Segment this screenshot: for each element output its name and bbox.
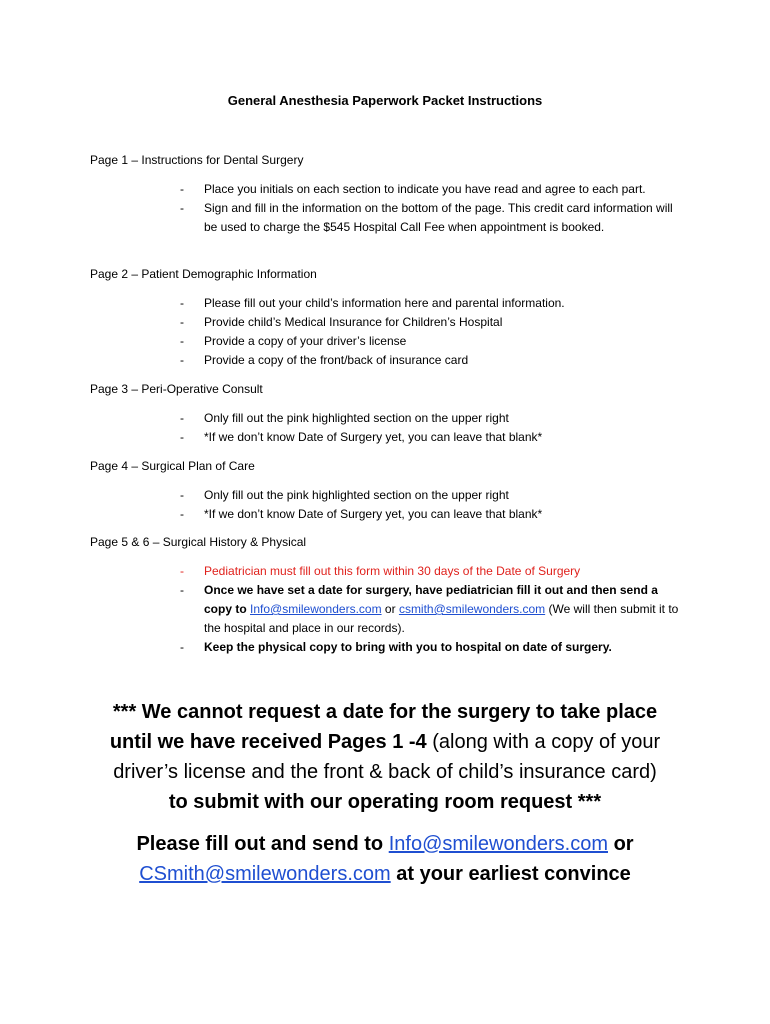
section-heading-page-3: Page 3 – Peri-Operative Consult	[90, 382, 263, 396]
list-item: - *If we don’t know Date of Surgery yet, you can leave that blank*	[180, 430, 543, 444]
list-item: - Provide a copy of the front/back of insurance card	[180, 353, 469, 367]
email-info-link[interactable]: Info@smilewonders.com	[250, 602, 382, 616]
section-heading-page-1: Page 1 – Instructions for Dental Surgery	[90, 153, 304, 167]
section-list-page-1	[180, 180, 680, 237]
section-list-page-4	[180, 486, 680, 524]
list-item: - Only fill out the pink highlighted section on the upper right	[180, 411, 509, 425]
list-item: - Provide child’s Medical Insurance for Children’s Hospital	[180, 315, 503, 329]
notice-line-3: driver’s license and the front & back of child’s insurance card)	[113, 761, 657, 783]
list-item: - Place you initials on each section to indicate you have read and agree to each part.	[180, 182, 646, 196]
section-list-page-2	[180, 294, 680, 370]
notice-line-2: until we have received Pages 1 -4 (along with a copy of your	[109, 731, 661, 753]
document-title: General Anesthesia Paperwork Packet Instructions	[227, 93, 543, 108]
notice-line-4: to submit with our operating room request ***	[168, 791, 602, 813]
list-item: - Pediatrician must fill out this form within 30 days of the Date of Surgery	[180, 564, 581, 578]
contact-email-csmith-link[interactable]: CSmith@smilewonders.com	[139, 863, 391, 885]
notice-line-1: *** We cannot request a date for the surgery to take place	[112, 701, 658, 723]
section-list-page-3	[180, 409, 680, 447]
section-heading-page-2: Page 2 – Patient Demographic Information	[90, 267, 317, 281]
email-csmith-link[interactable]: csmith@smilewonders.com	[398, 602, 546, 616]
section-heading-page-4: Page 4 – Surgical Plan of Care	[90, 459, 255, 473]
section-heading-page-5-6: Page 5 & 6 – Surgical History & Physical	[90, 535, 307, 549]
list-item: - Please fill out your child’s information here and parental information.	[180, 296, 565, 310]
list-item: - Only fill out the pink highlighted section on the upper right	[180, 488, 509, 502]
contact-line-1: Please fill out and send to Info@smilewonders.com or	[136, 833, 634, 855]
list-item: - Provide a copy of your driver’s license	[180, 334, 407, 348]
list-item: - Keep the physical copy to bring with you to hospital on date of surgery.	[180, 640, 612, 654]
contact-email-info-link[interactable]: Info@smilewonders.com	[388, 833, 608, 855]
list-item: - Sign and fill in the information on the bottom of the page. This credit card information will be used to charge the $545 Hospital Call Fee when appointment is booked.	[180, 201, 673, 234]
contact-line-2: CSmith@smilewonders.com at your earliest convince	[139, 863, 631, 885]
section-list-page-5-6	[180, 562, 680, 657]
list-item: - *If we don’t know Date of Surgery yet, you can leave that blank*	[180, 507, 543, 521]
list-item: - Once we have set a date for surgery, have pediatrician fill it out and then send a copy to Info@smilewonders.com or csmith@smilewonders.com (We will then submit it to the hospital and place in our records).	[180, 583, 679, 635]
